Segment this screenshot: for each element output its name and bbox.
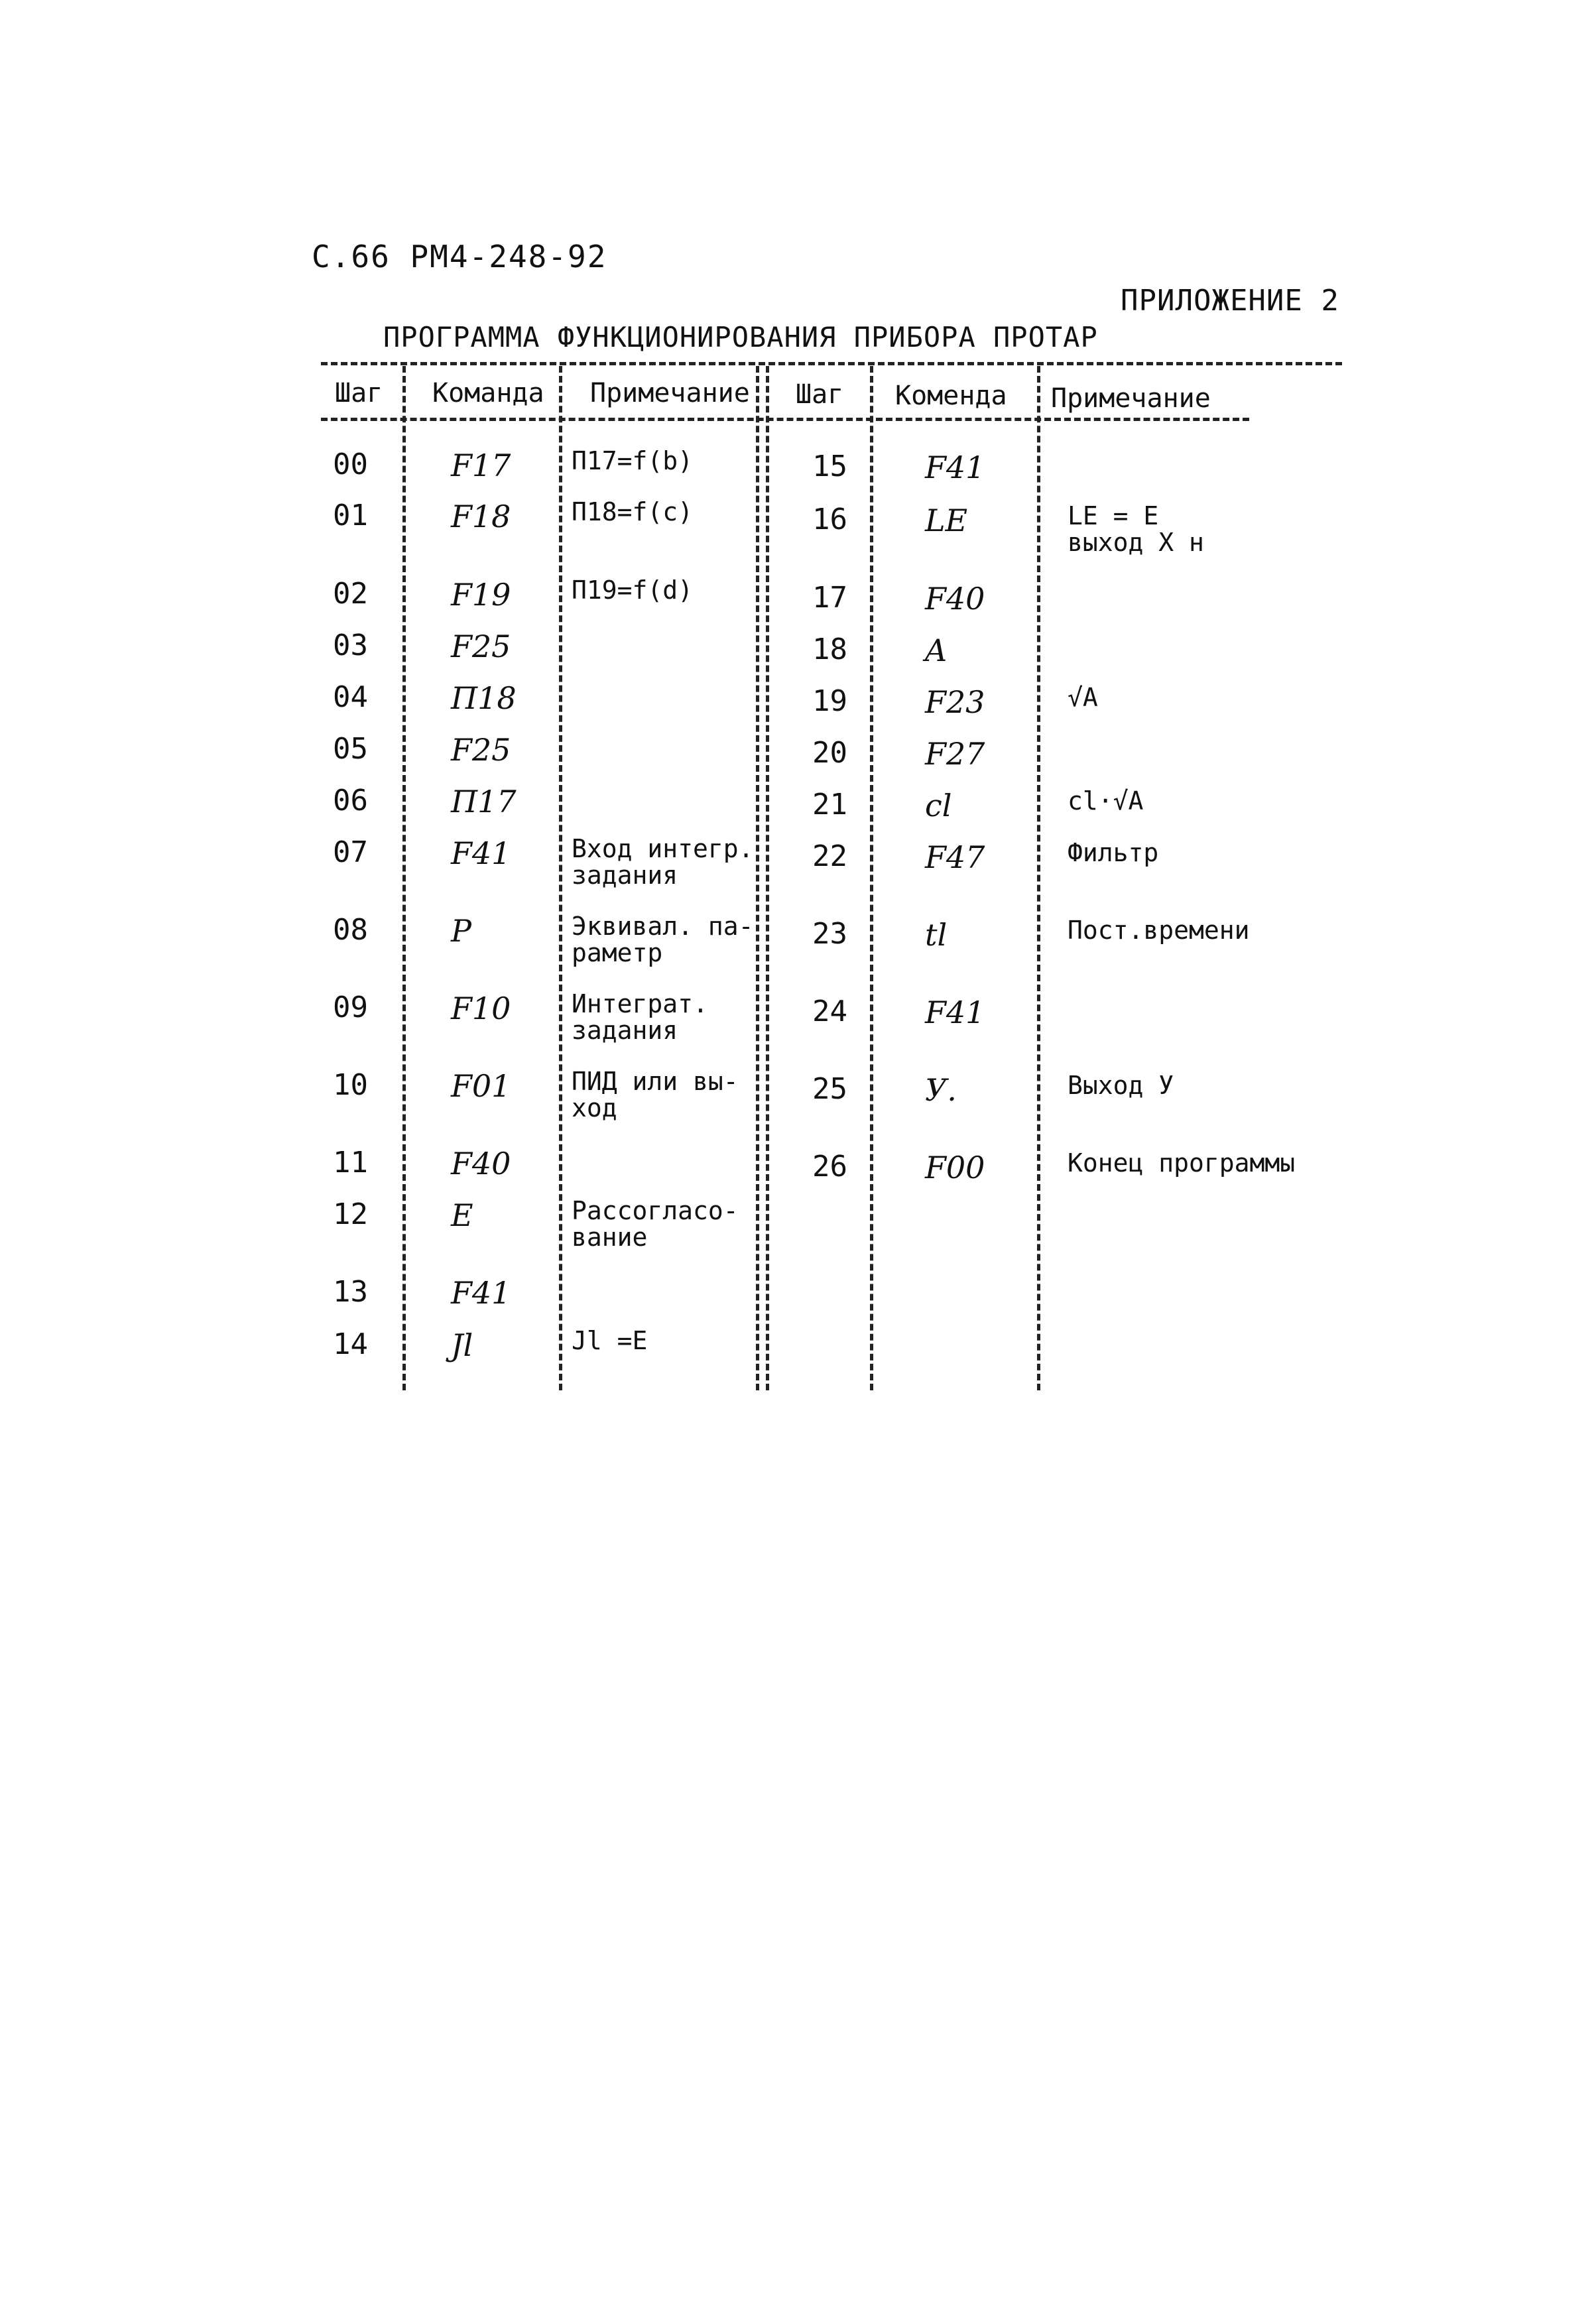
command-cell: У. xyxy=(925,1072,957,1108)
header-command: Команда xyxy=(432,378,544,408)
step-cell: 17 xyxy=(812,581,847,615)
note-cell: Рассогласо- xyxy=(572,1196,739,1225)
step-cell: 15 xyxy=(812,450,847,483)
note-cell: Фильтр xyxy=(1068,838,1159,867)
command-cell: F25 xyxy=(451,629,511,664)
note-cell: П18=f(c) xyxy=(572,497,694,526)
table-top-rule xyxy=(321,362,1342,365)
step-cell: 21 xyxy=(812,788,847,821)
header-step-2: Шаг xyxy=(796,379,844,410)
note-cell: задания xyxy=(572,861,678,890)
command-cell: F41 xyxy=(925,450,985,485)
note-cell: ПИД или вы- xyxy=(572,1067,739,1096)
step-cell: 26 xyxy=(812,1150,847,1183)
note-cell: Вход интегр. xyxy=(572,834,754,863)
step-cell: 20 xyxy=(812,736,847,770)
header-command-2: Коменда xyxy=(895,381,1007,411)
appendix-label: ПРИЛОЖЕНИЕ 2 xyxy=(1121,284,1339,318)
note-cell: П19=f(d) xyxy=(572,575,694,605)
step-cell: 19 xyxy=(812,684,847,718)
command-cell: F40 xyxy=(451,1146,511,1181)
column-divider xyxy=(402,366,406,1390)
document-title: ПРОГРАММА ФУНКЦИОНИРОВАНИЯ ПРИБОРА ПРОТАР xyxy=(383,321,1098,353)
note-cell: задания xyxy=(572,1016,678,1045)
step-cell: 14 xyxy=(333,1327,368,1361)
command-cell: F23 xyxy=(925,684,985,720)
step-cell: 04 xyxy=(333,680,368,714)
command-cell: F27 xyxy=(925,736,985,772)
command-cell: F10 xyxy=(451,991,511,1026)
command-cell: F25 xyxy=(451,732,511,768)
step-cell: 09 xyxy=(333,991,368,1024)
step-cell: 13 xyxy=(333,1275,368,1309)
command-cell: cl xyxy=(925,788,952,823)
command-cell: P xyxy=(451,913,471,949)
note-cell: выход X н xyxy=(1068,528,1204,557)
column-divider xyxy=(559,366,562,1390)
note-cell: П17=f(b) xyxy=(572,446,694,475)
command-cell: F01 xyxy=(451,1068,511,1104)
command-cell: F19 xyxy=(451,577,511,613)
note-cell: Интеграт. xyxy=(572,989,708,1018)
command-cell: F41 xyxy=(925,995,985,1030)
note-cell: раметр xyxy=(572,938,663,967)
step-cell: 16 xyxy=(812,503,847,536)
header-note-2: Примечание xyxy=(1051,383,1211,414)
command-cell: F40 xyxy=(925,581,985,617)
step-cell: 18 xyxy=(812,633,847,666)
command-cell: F47 xyxy=(925,839,985,875)
step-cell: 01 xyxy=(333,499,368,532)
step-cell: 23 xyxy=(812,917,847,951)
step-cell: 00 xyxy=(333,448,368,481)
note-cell: cl·√A xyxy=(1068,786,1144,816)
step-cell: 03 xyxy=(333,629,368,662)
header-step: Шаг xyxy=(335,378,383,408)
command-cell: tl xyxy=(925,917,948,953)
note-cell: Конец программы xyxy=(1068,1148,1296,1178)
command-cell: F00 xyxy=(925,1150,985,1185)
column-divider xyxy=(1037,366,1040,1390)
command-cell: F17 xyxy=(451,448,511,483)
note-cell: LE = E xyxy=(1068,501,1159,530)
note-cell: ход xyxy=(572,1093,617,1122)
command-cell: E xyxy=(451,1197,473,1233)
note-cell: Jl =E xyxy=(572,1326,648,1355)
note-cell: Пост.времени xyxy=(1068,916,1250,945)
command-cell: LE xyxy=(925,503,968,538)
step-cell: 24 xyxy=(812,995,847,1028)
step-cell: 06 xyxy=(333,784,368,817)
command-cell: Jl xyxy=(451,1327,473,1363)
command-cell: F41 xyxy=(451,1275,511,1311)
document-code: С.66 РМ4-248-92 xyxy=(312,239,607,274)
note-cell: Эквивал. па- xyxy=(572,912,754,941)
note-cell: Выход У xyxy=(1068,1071,1174,1100)
header-note: Примечание xyxy=(590,378,750,408)
column-divider xyxy=(766,366,769,1390)
header-bottom-rule xyxy=(321,418,1249,421)
step-cell: 08 xyxy=(333,913,368,947)
note-cell: √A xyxy=(1068,683,1098,712)
column-divider xyxy=(870,366,873,1390)
step-cell: 02 xyxy=(333,577,368,611)
step-cell: 10 xyxy=(333,1068,368,1102)
step-cell: 12 xyxy=(333,1197,368,1231)
column-divider xyxy=(756,366,759,1390)
step-cell: 22 xyxy=(812,839,847,873)
command-cell: A xyxy=(925,633,948,668)
step-cell: 11 xyxy=(333,1146,368,1179)
step-cell: 07 xyxy=(333,835,368,869)
command-cell: П18 xyxy=(451,680,517,716)
step-cell: 25 xyxy=(812,1072,847,1106)
note-cell: вание xyxy=(572,1223,648,1252)
command-cell: F18 xyxy=(451,499,511,534)
step-cell: 05 xyxy=(333,732,368,766)
command-cell: П17 xyxy=(451,784,517,819)
command-cell: F41 xyxy=(451,835,511,871)
